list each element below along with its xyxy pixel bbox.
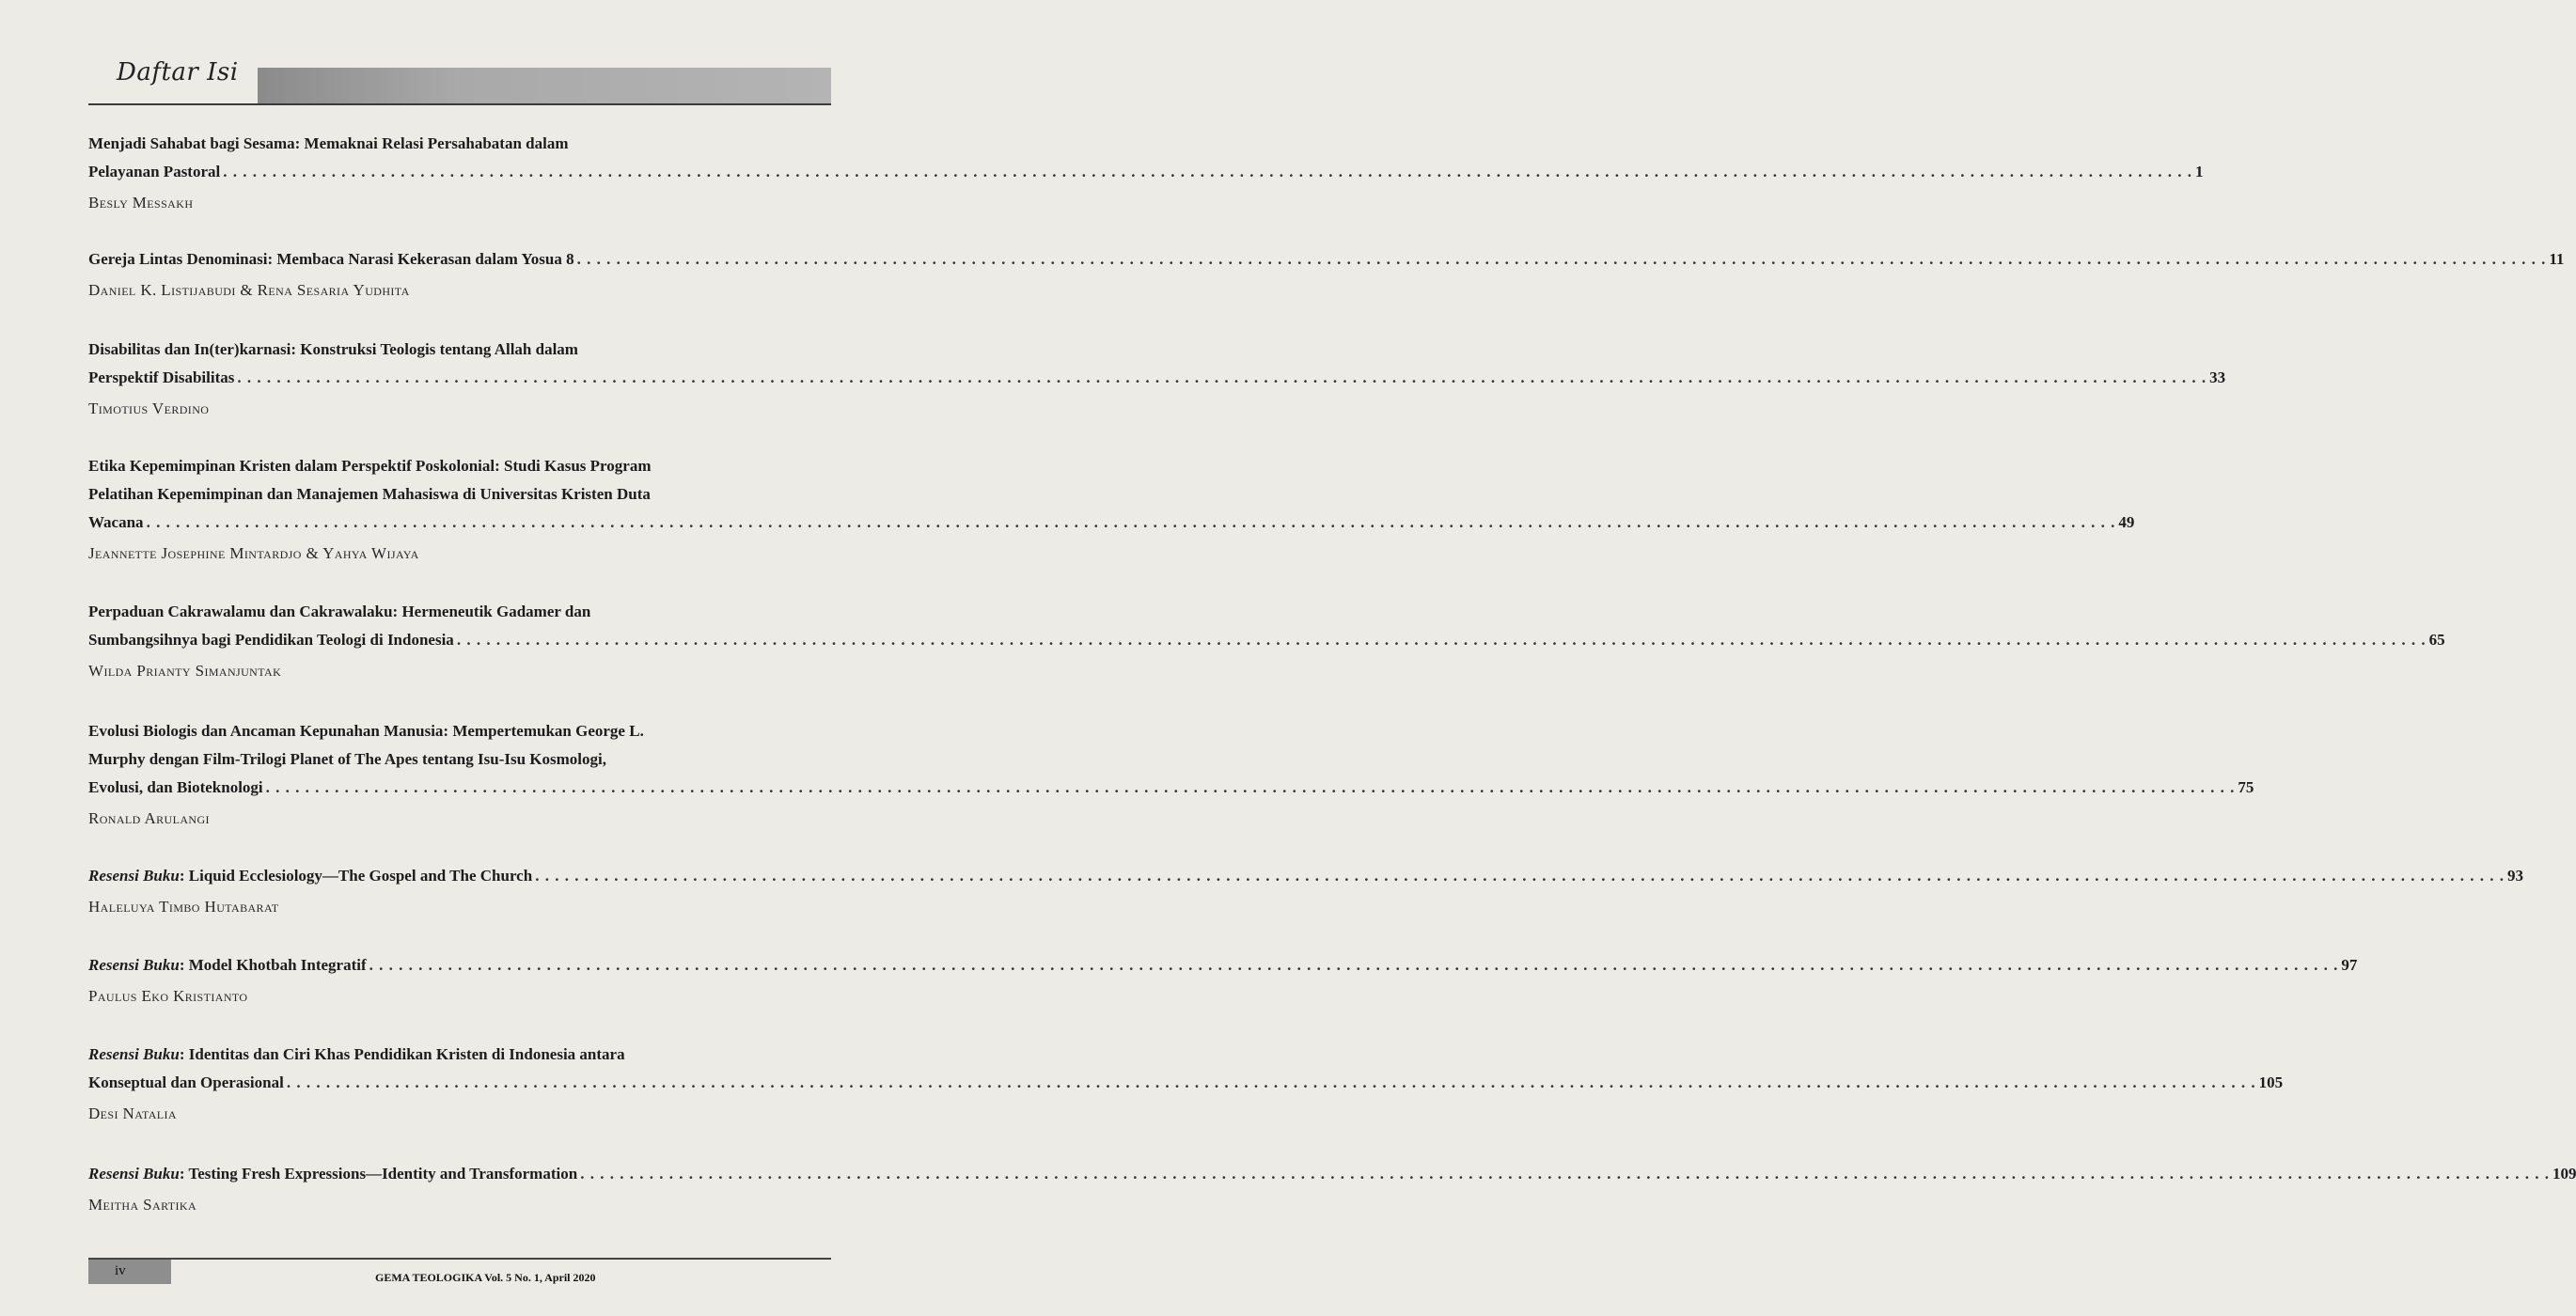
- dot-leader: . . . . . . . . . . . . . . . . . . . . . . . . . . . . . . . . . . . . . . . . . . . . . . . . . . . . . . . . . . . . . . . . . . . . . . . . . . . . . . . . . . . . . . . . . . . . . . . . . . . . . . . . . . . . . . . . . . . . . . . . . . . . . . . . . . . . . . . . . . . . . . . . . . . . . . . . . . . . . . . . . . . . . . . . . . . . . . . . . . . . . . . . . . . . . . . . . . . . . . . .: [286, 1073, 2256, 1091]
- dot-leader: . . . . . . . . . . . . . . . . . . . . . . . . . . . . . . . . . . . . . . . . . . . . . . . . . . . . . . . . . . . . . . . . . . . . . . . . . . . . . . . . . . . . . . . . . . . . . . . . . . . . . . . . . . . . . . . . . . . . . . . . . . . . . . . . . . . . . . . . . . . . . . . . . . . . . . . . . . . . . . . . . . . . . . . . . . . . . . . . . . . . . . . . . . . . . . . . . . . . . . . .: [535, 867, 2505, 885]
- entry-title-text: [88, 1069, 284, 1097]
- entry-title-text: Murphy dengan Film-Trilogi Planet of The Apes tentang Isu-Isu Kosmologi,: [88, 750, 606, 768]
- entry-title-text: [88, 509, 144, 537]
- header-bar: [258, 68, 831, 103]
- dot-leader: . . . . . . . . . . . . . . . . . . . . . . . . . . . . . . . . . . . . . . . . . . . . . . . . . . . . . . . . . . . . . . . . . . . . . . . . . . . . . . . . . . . . . . . . . . . . . . . . . . . . . . . . . . . . . . . . . . . . . . . . . . . . . . . . . . . . . . . . . . . . . . . . . . . . . . . . . . . . . . . . . . . . . . . . . . . . . . . . . . . . . . . . . . . . . . . . . . . . . . . .: [580, 1165, 2550, 1183]
- entry-title-end: : Testing Fresh Expressions—Identity and Transformation: [179, 1165, 578, 1183]
- footer-rule: [88, 1258, 831, 1260]
- entry-title-end: : Model Khotbah Integratif: [179, 956, 367, 974]
- entry-title-last-line: [88, 364, 2226, 392]
- toc-entry[interactable]: [88, 717, 2254, 832]
- entry-title-last-line: [88, 862, 2523, 890]
- entry-title-line: [88, 598, 831, 626]
- entry-title-last-line: [88, 509, 2135, 537]
- entry-title-line: [88, 336, 831, 364]
- entry-title-end: Gereja Lintas Denominasi: Membaca Narasi Kekerasan dalam Yosua 8: [88, 250, 574, 268]
- entry-title-text: [88, 158, 220, 186]
- entry-title-text: Menjadi Sahabat bagi Sesama: Memaknai Relasi Persahabatan dalam: [88, 134, 569, 152]
- entry-page-number: 93: [2506, 867, 2523, 885]
- entry-title-text: Perpaduan Cakrawalamu dan Cakrawalaku: Hermeneutik Gadamer dan: [88, 603, 591, 620]
- toc-entry[interactable]: [88, 452, 2135, 567]
- toc-entry[interactable]: [88, 1160, 2576, 1218]
- entry-title-text: [88, 862, 532, 890]
- entry-title-last-line: [88, 1069, 2284, 1097]
- entry-title-last-line: [88, 951, 2358, 979]
- journal-info: GEMA TEOLOGIKA Vol. 5 No. 1, April 2020: [375, 1271, 596, 1284]
- entry-title-last-line: [88, 245, 2565, 274]
- entry-title-text: Disabilitas dan In(ter)karnasi: Konstruksi Teologis tentang Allah dalam: [88, 340, 578, 358]
- dot-leader: . . . . . . . . . . . . . . . . . . . . . . . . . . . . . . . . . . . . . . . . . . . . . . . . . . . . . . . . . . . . . . . . . . . . . . . . . . . . . . . . . . . . . . . . . . . . . . . . . . . . . . . . . . . . . . . . . . . . . . . . . . . . . . . . . . . . . . . . . . . . . . . . . . . . . . . . . . . . . . . . . . . . . . . . . . . . . . . . . . . . . . . . . . . . . . . . . . . . . . . .: [223, 163, 2192, 180]
- entry-title-line: [88, 480, 831, 509]
- entry-author: Paulus Eko Kristianto: [88, 987, 248, 1005]
- entry-title-end: : Liquid Ecclesiology—The Gospel and The Church: [179, 867, 533, 885]
- entry-page-number: 11: [2549, 250, 2565, 268]
- entry-title-last-line: [88, 774, 2254, 802]
- entry-title-end: Wacana: [88, 513, 144, 531]
- entry-title-line: [88, 1041, 831, 1069]
- entry-page-number: 75: [2238, 778, 2254, 796]
- entry-page-number: 33: [2209, 368, 2226, 386]
- entry-prefix: Resensi Buku: [88, 1165, 180, 1183]
- entry-title-text: Evolusi Biologis dan Ancaman Kepunahan Manusia: Mempertemukan George L.: [88, 722, 644, 740]
- toc-header: [88, 58, 831, 107]
- entry-title-last-line: [88, 1160, 2576, 1188]
- entry-title-end: Sumbangsihnya bagi Pendidikan Teologi di Indonesia: [88, 631, 454, 649]
- toc-entry[interactable]: [88, 1041, 2284, 1127]
- toc-entry[interactable]: [88, 245, 2565, 304]
- entry-title-text: [88, 774, 263, 802]
- entry-author: Ronald Arulangi: [88, 809, 210, 827]
- entry-author: Haleluya Timbo Hutabarat: [88, 898, 279, 916]
- entry-prefix: Resensi Buku: [88, 867, 180, 885]
- entry-page-number: 109: [2552, 1165, 2576, 1183]
- dot-leader: . . . . . . . . . . . . . . . . . . . . . . . . . . . . . . . . . . . . . . . . . . . . . . . . . . . . . . . . . . . . . . . . . . . . . . . . . . . . . . . . . . . . . . . . . . . . . . . . . . . . . . . . . . . . . . . . . . . . . . . . . . . . . . . . . . . . . . . . . . . . . . . . . . . . . . . . . . . . . . . . . . . . . . . . . . . . . . . . . . . . . . . . . . . . . . . . . . . . . . . .: [456, 631, 2427, 649]
- entry-author: Meitha Sartika: [88, 1196, 197, 1214]
- entry-author: Jeannette Josephine Mintardjo & Yahya Wijaya: [88, 544, 419, 562]
- entry-title-end: Evolusi, dan Bioteknologi: [88, 778, 263, 796]
- page-number: iv: [115, 1263, 126, 1278]
- header-rule: [88, 103, 831, 105]
- dot-leader: . . . . . . . . . . . . . . . . . . . . . . . . . . . . . . . . . . . . . . . . . . . . . . . . . . . . . . . . . . . . . . . . . . . . . . . . . . . . . . . . . . . . . . . . . . . . . . . . . . . . . . . . . . . . . . . . . . . . . . . . . . . . . . . . . . . . . . . . . . . . . . . . . . . . . . . . . . . . . . . . . . . . . . . . . . . . . . . . . . . . . . . . . . . . . . . . . . . . . . . .: [237, 368, 2207, 386]
- dot-leader: . . . . . . . . . . . . . . . . . . . . . . . . . . . . . . . . . . . . . . . . . . . . . . . . . . . . . . . . . . . . . . . . . . . . . . . . . . . . . . . . . . . . . . . . . . . . . . . . . . . . . . . . . . . . . . . . . . . . . . . . . . . . . . . . . . . . . . . . . . . . . . . . . . . . . . . . . . . . . . . . . . . . . . . . . . . . . . . . . . . . . . . . . . . . . . . . . . . . . . . .: [576, 250, 2547, 268]
- entry-title-text: Etika Kepemimpinan Kristen dalam Perspektif Poskolonial: Studi Kasus Program: [88, 457, 652, 475]
- entry-title-text: [88, 245, 574, 274]
- entry-title-text: [88, 1160, 577, 1188]
- entry-page-number: 105: [2258, 1073, 2284, 1091]
- page-footer: [88, 1258, 831, 1286]
- entry-title-text: : Identitas dan Ciri Khas Pendidikan Kristen di Indonesia antara: [179, 1045, 625, 1063]
- entry-title-line: [88, 130, 831, 158]
- toc-entry[interactable]: [88, 336, 2226, 422]
- entry-title-end: Perspektif Disabilitas: [88, 368, 235, 386]
- entry-title-text: [88, 626, 454, 654]
- entry-title-last-line: [88, 626, 2445, 654]
- toc-entry[interactable]: [88, 951, 2358, 1010]
- entry-title-text: Pelatihan Kepemimpinan dan Manajemen Mahasiswa di Universitas Kristen Duta: [88, 485, 651, 503]
- entry-page-number: 1: [2195, 163, 2204, 180]
- entry-author: Besly Messakh: [88, 194, 194, 212]
- entry-author: Timotius Verdino: [88, 400, 210, 417]
- entry-author: Desi Natalia: [88, 1104, 177, 1122]
- toc-entry[interactable]: [88, 862, 2523, 920]
- entry-title-line: [88, 745, 831, 774]
- entry-page-number: 49: [2118, 513, 2135, 531]
- footer-page-box: [88, 1260, 171, 1284]
- entry-author: Wilda Prianty Simanjuntak: [88, 662, 282, 680]
- entry-title-line: [88, 452, 831, 480]
- dot-leader: . . . . . . . . . . . . . . . . . . . . . . . . . . . . . . . . . . . . . . . . . . . . . . . . . . . . . . . . . . . . . . . . . . . . . . . . . . . . . . . . . . . . . . . . . . . . . . . . . . . . . . . . . . . . . . . . . . . . . . . . . . . . . . . . . . . . . . . . . . . . . . . . . . . . . . . . . . . . . . . . . . . . . . . . . . . . . . . . . . . . . . . . . . . . . . . . . . . . . . . .: [369, 956, 2339, 974]
- entry-title-end: Konseptual dan Operasional: [88, 1073, 284, 1091]
- entry-page-number: 97: [2341, 956, 2358, 974]
- entry-title-end: Pelayanan Pastoral: [88, 163, 221, 180]
- entry-prefix: Resensi Buku: [88, 1045, 180, 1063]
- dot-leader: . . . . . . . . . . . . . . . . . . . . . . . . . . . . . . . . . . . . . . . . . . . . . . . . . . . . . . . . . . . . . . . . . . . . . . . . . . . . . . . . . . . . . . . . . . . . . . . . . . . . . . . . . . . . . . . . . . . . . . . . . . . . . . . . . . . . . . . . . . . . . . . . . . . . . . . . . . . . . . . . . . . . . . . . . . . . . . . . . . . . . . . . . . . . . . . . . . . . . . . .: [265, 778, 2236, 796]
- entry-title-line: [88, 717, 831, 745]
- entry-prefix: Resensi Buku: [88, 956, 180, 974]
- entry-author: Daniel K. Listijabudi & Rena Sesaria Yudhita: [88, 281, 410, 299]
- page-title: Daftar Isi: [117, 58, 239, 86]
- dot-leader: . . . . . . . . . . . . . . . . . . . . . . . . . . . . . . . . . . . . . . . . . . . . . . . . . . . . . . . . . . . . . . . . . . . . . . . . . . . . . . . . . . . . . . . . . . . . . . . . . . . . . . . . . . . . . . . . . . . . . . . . . . . . . . . . . . . . . . . . . . . . . . . . . . . . . . . . . . . . . . . . . . . . . . . . . . . . . . . . . . . . . . . . . . . . . . . . . . . . . . . .: [146, 513, 2116, 531]
- entry-page-number: 65: [2428, 631, 2445, 649]
- entry-title-text: [88, 951, 367, 979]
- toc-entry[interactable]: [88, 598, 2445, 684]
- entry-title-last-line: [88, 158, 2204, 186]
- toc-entry[interactable]: [88, 130, 2204, 216]
- entry-title-text: [88, 364, 234, 392]
